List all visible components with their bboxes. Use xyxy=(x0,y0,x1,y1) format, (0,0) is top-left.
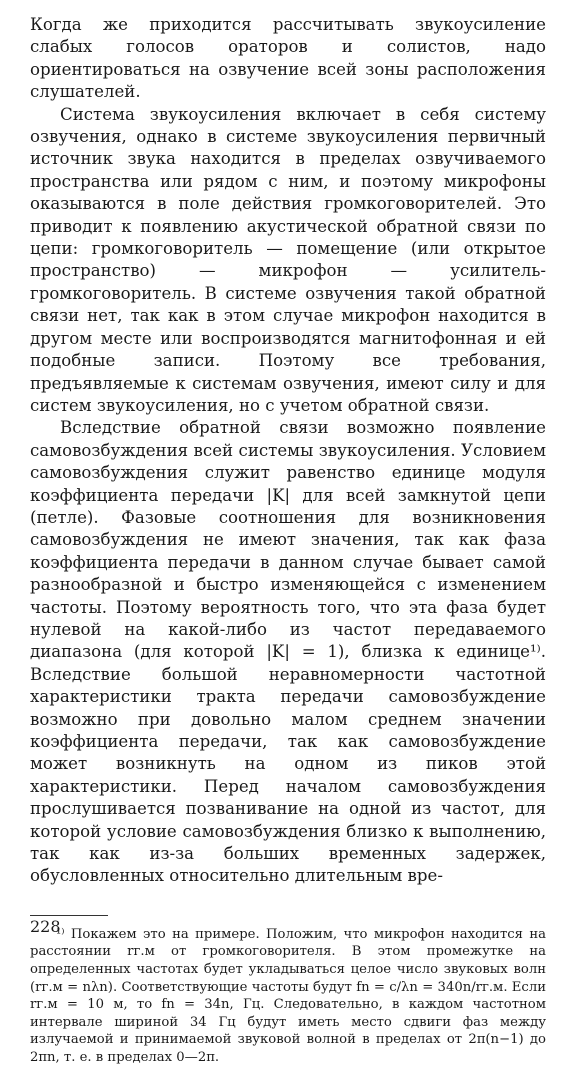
page-number: 228 xyxy=(30,917,61,936)
book-page xyxy=(30,14,546,1067)
main-text xyxy=(30,14,546,888)
footnote xyxy=(30,926,546,1067)
paragraph-1: Когда же приходится рассчитывать звукоусиление слабых голосов ораторов и солистов, надо ориентироваться на озвучение всей зоны расположения слушателей. xyxy=(30,15,546,102)
footnote-text: ¹⁾ Покажем это на примере. Положим, что микрофон находится на расстоянии rг.м от громкоговорителя. В этом промежутке на определенных частотах будет укладываться целое число звуковых волн (rг.м = nλn). Соответствующие частоты будут fn = c/λn = 340n/rг.м. Если rг.м = 10 м, то fn = 34n, Гц. Следовательно, в каждом частотном интервале шириной 34 Гц будут иметь место сдвиги фаз между излучаемой и принимаемой звуковой волной в пределах от 2π(n−1) до 2πn, т. е. в пределах 0—2π. xyxy=(30,926,546,1065)
footnote-divider xyxy=(30,915,108,916)
paragraph-2: Система звукоусиления включает в себя систему озвучения, однако в системе звукоусиления первичный источник звука находится в пределах озвучиваемого пространства или рядом с ним, и поэтому микрофоны оказываются в поле действия громкоговорителей. Это приводит к появлению акустической обратной связи по цепи: громкоговоритель — помещение (или открытое пространство) — микрофон — усилитель-громкоговоритель. В системе озвучения такой обратной связи нет, так как в этом случае микрофон находится в другом месте или воспроизводятся магнитофонная и ей подобные записи. Поэтому все требования, предъявляемые к системам озвучения, имеют силу и для систем звукоусиления, но с учетом обратной связи. xyxy=(30,104,546,415)
paragraph-3: Вследствие обратной связи возможно появление самовозбуждения всей системы звукоусиления. Условием самовозбуждения служит равенство единице модуля коэффициента передачи |K| для всей замкнутой цепи (петле). Фазовые соотношения для возникновения самовозбуждения не имеют значения, так как фаза коэффициента передачи в данном случае бывает самой разнообразной и быстро изменяющейся с изменением частоты. Поэтому вероятность того, что эта фаза будет нулевой на какой-либо из частот передаваемого диапазона (для которой |K| = 1), близка к единице¹⁾. Вследствие большой неравномерности частотной характеристики тракта передачи самовозбуждение возможно при довольно малом среднем значении коэффициента передачи, так как самовозбуждение может возникнуть на одном из пиков этой характеристики. Перед началом самовозбуждения прослушивается позванивание на одной из частот, для которой условие самовозбуждения близко к выполнению, так как из-за больших временных задержек, обусловленных относительно длительным вре- xyxy=(30,418,546,886)
